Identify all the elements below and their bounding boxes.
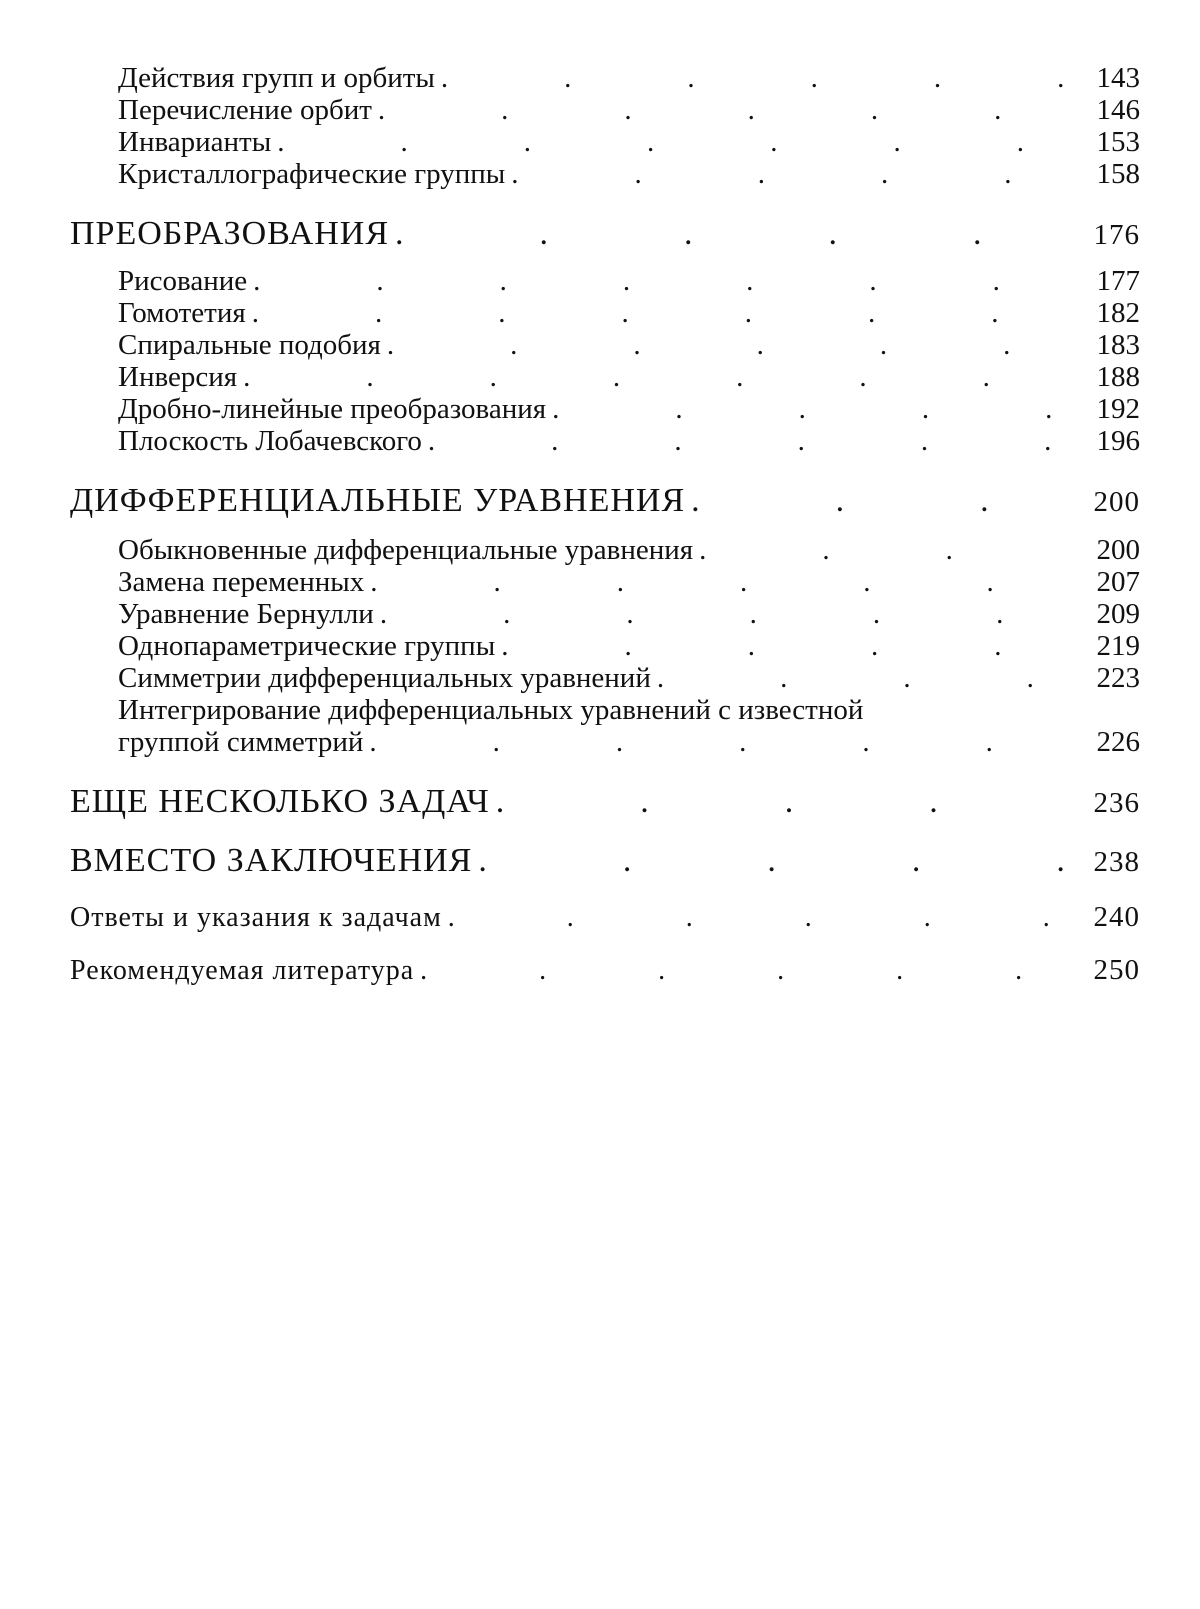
toc-entry-page: 146: [1064, 94, 1140, 126]
toc-entry-page: 219: [1064, 630, 1140, 662]
dot-leader: [657, 662, 1064, 694]
toc-entry-page: 143: [1064, 62, 1140, 94]
toc-entry-page: 250: [1064, 953, 1140, 987]
dot-leader: [243, 361, 1064, 393]
toc-entry-page: 223: [1064, 662, 1140, 694]
toc-entry-title: Рисование: [118, 265, 253, 297]
toc-entry-page: 226: [1064, 726, 1140, 758]
toc-entry-title: Гомотетия: [118, 297, 252, 329]
toc-entry-wrapped[interactable]: [70, 694, 1140, 758]
dot-leader: [496, 782, 1064, 822]
toc-section-title: ЕЩЕ НЕСКОЛЬКО ЗАДАЧ: [70, 782, 496, 822]
toc-entry-page: 188: [1064, 361, 1140, 393]
toc-entry-title: Обыкновенные дифференциальные уравнения: [118, 534, 699, 566]
toc-entry[interactable]: [70, 662, 1140, 694]
toc-entry[interactable]: [70, 598, 1140, 630]
toc-entry[interactable]: [70, 126, 1140, 158]
toc-section-page: 176: [1064, 215, 1140, 255]
toc-entry-title: Инверсия: [118, 361, 243, 393]
toc-entry-page: 182: [1064, 297, 1140, 329]
toc-entry[interactable]: [70, 900, 1140, 935]
dot-leader: [277, 126, 1064, 158]
toc-entry-title: Дробно-линейные преобразования: [118, 393, 552, 425]
toc-entry-page: 153: [1064, 126, 1140, 158]
dot-leader: [395, 214, 1064, 254]
toc-entry-title: Плоскость Лобачевского: [118, 425, 428, 457]
toc-entry-title: Рекомендуемая литература: [70, 954, 420, 988]
dot-leader: [252, 297, 1064, 329]
toc-entry-title-line2: группой симметрий: [118, 726, 369, 758]
dot-leader: [478, 841, 1064, 881]
toc-entry-page: 209: [1064, 598, 1140, 630]
dot-leader: [370, 566, 1064, 598]
toc-entry[interactable]: [70, 265, 1140, 297]
toc-entry[interactable]: [70, 329, 1140, 361]
toc-entry-title: Перечисление орбит: [118, 94, 378, 126]
dot-leader: [387, 329, 1064, 361]
toc-entry-title-line1: Интегрирование дифференциальных уравнений с известной: [118, 694, 864, 726]
dot-leader: [380, 598, 1064, 630]
dot-leader: [253, 265, 1064, 297]
toc-entry-title: Действия групп и орбиты: [118, 62, 441, 94]
dot-leader: [691, 481, 1064, 521]
toc-section-title: ДИФФЕРЕНЦИАЛЬНЫЕ УРАВНЕНИЯ: [70, 481, 691, 521]
toc-entry[interactable]: [70, 158, 1140, 190]
toc-entry[interactable]: [70, 297, 1140, 329]
toc-entry-page: 192: [1064, 393, 1140, 425]
toc-entry-title: Кристаллографические группы: [118, 158, 511, 190]
toc-entry[interactable]: [70, 393, 1140, 425]
toc-section[interactable]: [70, 481, 1140, 522]
dot-leader: [369, 726, 1064, 758]
table-of-contents: [70, 62, 1140, 988]
toc-entry-title: Замена переменных: [118, 566, 370, 598]
toc-entry-title: Однопараметрические группы: [118, 630, 501, 662]
toc-entry[interactable]: [70, 425, 1140, 457]
toc-section-title: ВМЕСТО ЗАКЛЮЧЕНИЯ: [70, 841, 478, 881]
toc-entry-title: Ответы и указания к задачам: [70, 901, 448, 935]
dot-leader: [441, 62, 1064, 94]
toc-entry-page: 240: [1064, 900, 1140, 934]
toc-entry[interactable]: [70, 566, 1140, 598]
toc-entry[interactable]: [70, 630, 1140, 662]
toc-entry-page: 183: [1064, 329, 1140, 361]
dot-leader: [428, 425, 1064, 457]
toc-entry[interactable]: [70, 534, 1140, 566]
toc-section[interactable]: [70, 214, 1140, 255]
toc-entry-page: 177: [1064, 265, 1140, 297]
toc-entry-title: Спиральные подобия: [118, 329, 387, 361]
toc-entry-page: 158: [1064, 158, 1140, 190]
toc-entry[interactable]: [70, 62, 1140, 94]
toc-section-title: ПРЕОБРАЗОВАНИЯ: [70, 214, 395, 254]
toc-section-page: 236: [1064, 783, 1140, 823]
toc-section-page: 200: [1064, 482, 1140, 522]
toc-entry-title: Инварианты: [118, 126, 277, 158]
toc-entry-page: 200: [1064, 534, 1140, 566]
toc-entry-page: 207: [1064, 566, 1140, 598]
toc-entry[interactable]: [70, 94, 1140, 126]
dot-leader: [448, 901, 1064, 935]
toc-entry-title: Уравнение Бернулли: [118, 598, 380, 630]
dot-leader: [420, 954, 1064, 988]
toc-entry-page: 196: [1064, 425, 1140, 457]
dot-leader: [552, 393, 1064, 425]
dot-leader: [511, 158, 1064, 190]
toc-entry-title: Симметрии дифференциальных уравнений: [118, 662, 657, 694]
toc-section-page: 238: [1064, 842, 1140, 882]
dot-leader: [378, 94, 1064, 126]
toc-entry[interactable]: [70, 361, 1140, 393]
toc-section[interactable]: [70, 841, 1140, 882]
toc-entry[interactable]: [70, 953, 1140, 988]
toc-section[interactable]: [70, 782, 1140, 823]
dot-leader: [699, 534, 1064, 566]
dot-leader: [501, 630, 1064, 662]
